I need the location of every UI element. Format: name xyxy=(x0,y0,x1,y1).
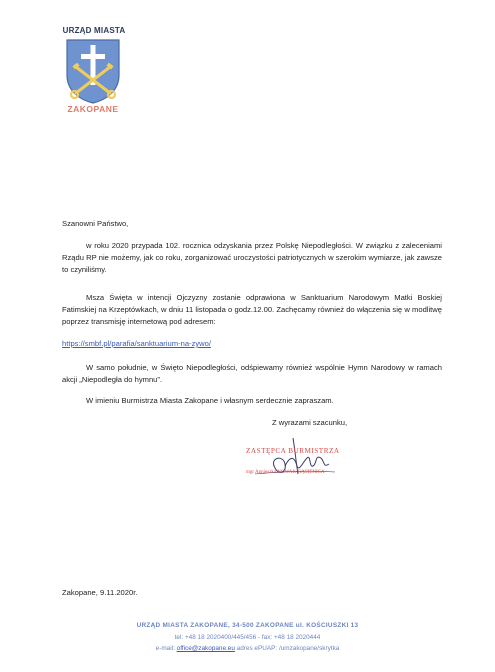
letter-date: Zakopane, 9.11.2020r. xyxy=(62,588,138,597)
letter-paragraph-4: W imieniu Burmistrza Miasta Zakopane i własnym serdecznie zapraszam. xyxy=(86,396,334,405)
letter-paragraph-1: w roku 2020 przypada 102. rocznica odzyskania przez Polskę Niepodległości. W związku z zaleceniami Rządu RP nie możemy, jak co roku, zorganizować uroczystości patriotycznych w szerokim wymiarze, jak zawsze to czyniliśmy. xyxy=(62,241,442,274)
footer-epuap: adres ePUAP: /umzakopane/skrytka xyxy=(236,645,340,652)
footer-phones: tel: +48 18 2020400/445/456 - fax: +48 18 2020444 xyxy=(174,634,321,641)
stamp-name: mgr Agnieszka NOWAK-GĄSIENICA xyxy=(246,470,325,475)
footer-contact xyxy=(0,645,495,652)
handwritten-signature xyxy=(235,428,375,486)
city-name: ZAKOPANE xyxy=(67,104,119,114)
letter-greeting: Szanowni Państwo, xyxy=(62,219,129,228)
letter-paragraph-3: W samo południe, w Święto Niepodległości, odśpiewamy również wspólnie Hymn Narodowy w ramach akcji „Niepodległa do hymnu”. xyxy=(62,363,442,384)
letter-closing: Z wyrazami szacunku, xyxy=(272,418,348,427)
footer-email-label: e-mail: xyxy=(155,645,175,652)
org-name: URZĄD MIASTA xyxy=(62,26,126,35)
stamp-title: ZASTĘPCA BURMISTRZA xyxy=(246,447,340,455)
footer-address: URZĄD MIASTA ZAKOPANE, 34-500 ZAKOPANE ul. KOŚCIUSZKI 13 xyxy=(136,622,359,629)
city-coat-of-arms-icon xyxy=(64,37,122,105)
letter-paragraph-2: Msza Święta w intencji Ojczyzny zostanie odprawiona w Sanktuarium Narodowym Matki Boskiej Fatimskiej na Krzeptówkach, w dniu 11 listopada o godz.12.00. Zachęcamy również do włączenia się w modlitwę poprzez transmisję internetową pod adresem: xyxy=(62,293,442,326)
footer-email-link[interactable]: office@zakopane.eu xyxy=(176,645,235,652)
livestream-link[interactable]: https://smbf.pl/parafia/sanktuarium-na-zywo/ xyxy=(62,339,211,348)
